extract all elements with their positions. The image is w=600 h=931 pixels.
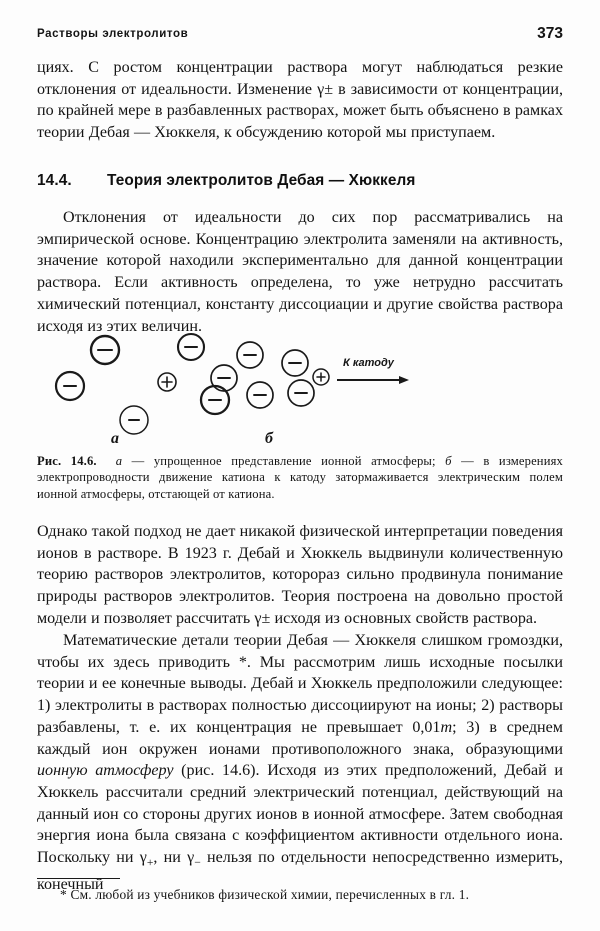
running-head (37, 25, 563, 48)
panel-a-label: а (111, 430, 119, 447)
ionic-atmosphere-diagram (37, 330, 563, 448)
footnote-separator (37, 878, 120, 879)
paragraph-assumptions-part-d: , ни γ (153, 849, 195, 867)
paragraph-assumptions (37, 630, 563, 896)
figure-14-6 (37, 330, 563, 448)
gamma-minus-subscript: − (194, 856, 201, 870)
gamma-plus-subscript: + (146, 856, 154, 870)
plus-sign (317, 373, 325, 381)
section-heading (37, 172, 563, 190)
arrow-label: К катоду (343, 357, 394, 369)
paragraph-assumptions-part-a: Математические детали теории Дебая — Хюккеля слишком громоздки, чтобы их здесь приводить *. Мы рассмотрим лишь исходные посылки теории и ее конечные выводы. Дебай и Хюккель предположили следующее: 1) электролиты в растворах полностью диссоциируют на ионы; 2) растворы разбавлены, т. е. их концентрация не превышает 0,01 (37, 632, 563, 736)
ionic-atmosphere-term: ионную атмосферу (37, 762, 174, 780)
figure-caption-text-b: — в измерениях электропроводности движение катиона к катоду затормаживается электрическим полем ионной атмосферы, отстающей от катиона. (37, 454, 563, 501)
panel-b (211, 342, 409, 408)
molality-symbol: m (440, 718, 453, 736)
paragraph-block-1 (37, 57, 563, 144)
figure-caption-label: Рис. 14.6. (37, 454, 97, 468)
figure-caption (37, 453, 563, 502)
page-number: 373 (537, 25, 563, 42)
footnote: * См. любой из учебников физической химии, перечисленных в гл. 1. (60, 887, 470, 902)
figure-caption-text-a: — упрощенное представление ионной атмосферы; (122, 454, 446, 468)
running-head-title: Растворы электролитов (37, 28, 189, 40)
section-title: Теория электролитов Дебая — Хюккеля (107, 172, 416, 189)
paragraph-block-2 (37, 207, 563, 337)
figure-caption-marker-b: б (445, 454, 452, 468)
paragraph-block-4 (37, 630, 563, 896)
paragraph-continuation: циях. С ростом концентрации раствора могут наблюдаться резкие отклонения от идеальности. Изменение γ± в зависимости от концентрации, по крайней мере в разбавленных растворах, может быть объяснено в рамках теории Дебая — Хюккеля, к обсуждению которой мы приступаем. (37, 59, 563, 142)
paragraph-deviations: Отклонения от идеальности до сих пор рассматривались на эмпирической основе. Концентрацию электролита заменяли на активность, значение которой находили экспериментально для данной концентрации раствора. Если активность определена, то уже нетрудно рассчитать химический потенциал, константу диссоциации и другие свойства раствора исходя из этих величин. (37, 209, 563, 335)
paragraph-assumptions-part-b: ; 3) в среднем каждый ион окружен ионами противоположного знака, образующими (37, 718, 563, 758)
paragraph-debye-huckel-history: Однако такой подход не дает никакой физической интерпретации поведения ионов в растворе. В 1923 г. Дебай и Хюккель выдвинули количественную теорию растворов электролитов, которораз сильно продвинула понимание природы растворов электролитов. Теория построена на довольно простой модели и позволяет рассчитать γ± исходя из основных свойств раствора. (37, 523, 563, 627)
panel-a (56, 334, 229, 434)
figure-caption-marker-a: а (115, 454, 123, 468)
panel-b-label: б (265, 430, 273, 447)
section-number: 14.4. (37, 172, 72, 189)
paragraph-assumptions-part-c: (рис. 14.6). Исходя из этих предположений, Дебай и Хюккель рассчитали средний электрический потенциал, действующий на данный ион со стороны других ионов в ионной атмосфере. Затем свободная энергия иона была связана с коэффициентом активности отдельного иона. Поскольку ни γ (37, 762, 563, 867)
paragraph-block-3 (37, 521, 563, 630)
paragraph-assumptions-part-e: нельзя по отдельности непосредственно измерить, конечный (37, 849, 564, 893)
cathode-arrow (337, 376, 409, 384)
plus-sign (162, 377, 172, 387)
